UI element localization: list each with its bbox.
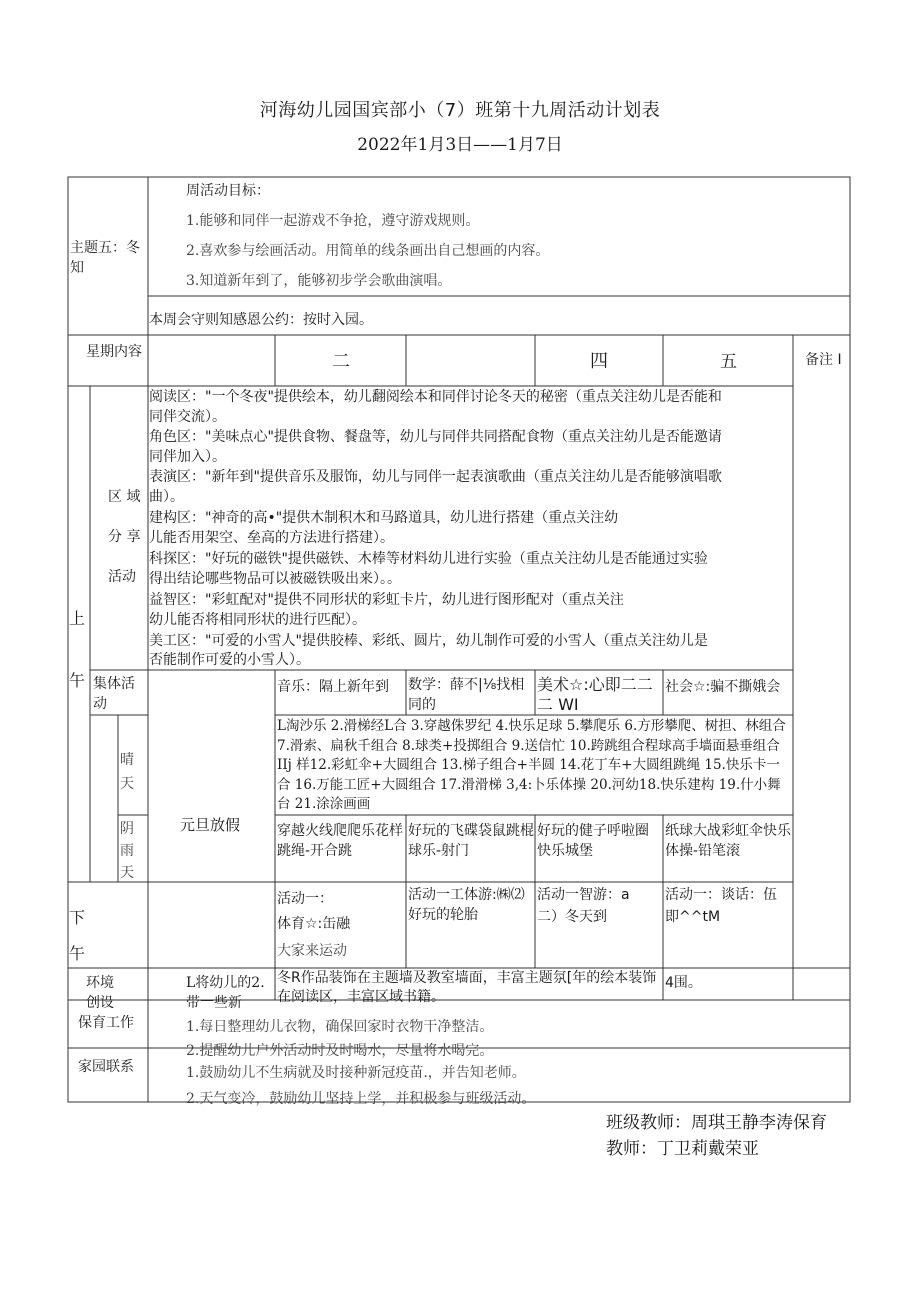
goals-heading: 周活动目标：: [186, 183, 270, 199]
afternoon-activity-line: 活动一工体游:㈱⑵: [408, 887, 525, 903]
cloudy-label: 阴雨天: [120, 821, 134, 881]
sunny-activities: L淘沙乐 2.滑梯经L合 3.穿越侏罗纪 4.快乐足球 5.攀爬乐 6.方形攀爬、树担、林组合 7.滑索、扁秋千组合 8.球类+投掷组合 9.送信忙 10.跨跳组合程球高手墙面悬垂组合 IIj 样12.彩虹伞+大圆组合 13.梯子组合+半圆 14.花丁车+大圆组跳绳 15.快乐卡一合 16.万能工匠+大圆组合 17.滑滑梯 3,4:卜乐体操 20.河幼18.快乐建构 19.什小舞台 21.涂涂画画: [277, 718, 786, 812]
family-items: [186, 1061, 786, 1107]
afternoon-label: 下午: [69, 908, 86, 963]
area-line: 同伴加入）。: [149, 449, 226, 465]
afternoon-activity-line: 即^^tM: [665, 909, 721, 925]
area-line: 儿能否用架空、垒高的方法进行搭建）。: [149, 530, 394, 546]
day-header: 二: [332, 351, 350, 372]
day-header: 四: [590, 351, 608, 372]
afternoon-activity-line: 好玩的轮胎: [408, 907, 478, 923]
cloudy-activity: 纸球大战彩虹伞快乐体操-铅笔滚: [665, 823, 791, 859]
cloudy-activity: 好玩的飞碟袋鼠跳棍球乐-射门: [408, 823, 534, 859]
environment-label: 环境创设: [86, 975, 114, 1011]
area-line: 曲）。: [149, 489, 184, 505]
family-item: 1.鼓励幼儿不生病就及时接种新冠疫苗.，并告知老师。: [186, 1065, 526, 1081]
environment-main: 冬R作品装饰在主题墙及教室墙面，丰富主题氛[年的绘本装饰在阅读区，丰富区域书籍。: [277, 970, 657, 1005]
area-line: 幼儿能否将相同形状的进行匹配）。: [149, 612, 366, 628]
area-line: 建构区："神奇的高•"提供木制积木和马路道具，幼儿进行搭建（重点关注幼: [149, 510, 619, 526]
care-label: 保育工作: [78, 1015, 134, 1031]
art-activity: 美术☆:心即二二二 WI: [537, 675, 653, 714]
environment-right: 4围。: [665, 975, 702, 991]
area-label-line: 分 享: [108, 529, 141, 545]
care-items: [186, 1015, 786, 1059]
music-activity: 音乐：隔上新年到: [277, 679, 389, 695]
goal-item: 2.喜欢参与绘画活动。用简单的线条画出自己想画的内容。: [186, 243, 550, 259]
teacher-line: 教师：丁卫莉戴荣亚: [606, 1139, 759, 1159]
social-activity: 社会☆:骗不撕娥会: [665, 679, 781, 695]
family-label: 家园联系: [78, 1059, 134, 1075]
page-title: 河海幼儿园国宾部小（7）班第十九周活动计划表: [259, 100, 661, 121]
area-line: 益智区："彩虹配对"提供不同形状的彩虹卡片，幼儿进行图形配对（重点关注: [149, 592, 624, 608]
cloudy-activity: 穿越火线爬爬乐花样跳绳-开合跳: [277, 823, 403, 859]
remark-header: 备注 I: [805, 352, 842, 368]
area-line: 表演区："新年到"提供音乐及服饰，幼儿与同伴一起表演歌曲（重点关注幼儿是否能够演唱歌: [149, 469, 722, 485]
goal-item: 3.知道新年到了，能够初步学会歌曲演唱。: [186, 273, 452, 289]
math-activity: 数学：薛不|⅛找相同的: [408, 677, 525, 713]
group-activity-label: 集体活动: [93, 676, 135, 712]
day-header: 五: [720, 352, 737, 372]
weekday-header: 星期内容: [86, 344, 142, 360]
theme-label: 主题五：冬知: [70, 240, 140, 276]
afternoon-activity-line: 大家来运动: [277, 943, 347, 959]
area-line: 得出结论哪些物品可以被磁铁吸出来）。。: [149, 571, 401, 587]
goal-item: 1.能够和同伴一起游戏不争抢，遵守游戏规则。: [186, 213, 480, 229]
cloudy-activity: 好玩的健子呼啦圈快乐城堡: [537, 823, 649, 859]
weekly-rule: 本周会守则知感恩公约：按时入园。: [149, 312, 373, 328]
care-item: 1.每日整理幼儿衣物，确保回家时衣物干净整洁。: [186, 1019, 494, 1035]
area-line: 美工区："可爱的小雪人"提供胶棒、彩纸、圆片，幼儿制作可爱的小雪人（重点关注幼儿是: [149, 633, 708, 649]
area-line: 科探区："好玩的磁铁"提供磁铁、木棒等材料幼儿进行实验（重点关注幼儿是否能通过实验: [149, 551, 708, 567]
afternoon-activity-line: 体育☆:缶融: [277, 916, 351, 932]
holiday-note: 元旦放假: [180, 816, 241, 834]
area-line: 阅读区："一个冬夜"提供绘本，幼儿翻阅绘本和同伴讨论冬天的秘密（重点关注幼儿是否能和: [149, 389, 722, 405]
area-line: 同伴交流）。: [149, 409, 226, 425]
afternoon-activity-line: 二）冬天到: [537, 909, 607, 925]
environment-left: L将幼儿的2.带一些新: [186, 975, 265, 1011]
area-line: 角色区："美味点心"提供食物、餐盘等，幼儿与同伴共同搭配食物（重点关注幼儿是否能邀请: [149, 429, 722, 445]
teacher-line: 班级教师：周琪王静李涛保育: [606, 1113, 827, 1133]
area-line: 否能制作可爱的小雪人）。: [149, 652, 310, 668]
afternoon-activity-line: 活动一智游：a: [537, 887, 630, 903]
afternoon-activity-line: 活动一：: [277, 891, 333, 907]
sunny-label: 晴天: [120, 752, 134, 792]
morning-label: 上午: [69, 609, 86, 690]
afternoon-activity-line: 活动一：谈话：伍: [665, 887, 777, 903]
family-item: 2.天气变冷，鼓励幼儿坚持上学，并积极参与班级活动。: [186, 1091, 536, 1107]
area-label-line: 区 域: [108, 489, 141, 505]
date-range: 2022年1月3日——1月7日: [357, 135, 563, 155]
care-item: 2.提醒幼儿户外活动时及时喝水，尽量将水喝完。: [186, 1043, 494, 1059]
area-label-line: 活动: [108, 569, 136, 585]
